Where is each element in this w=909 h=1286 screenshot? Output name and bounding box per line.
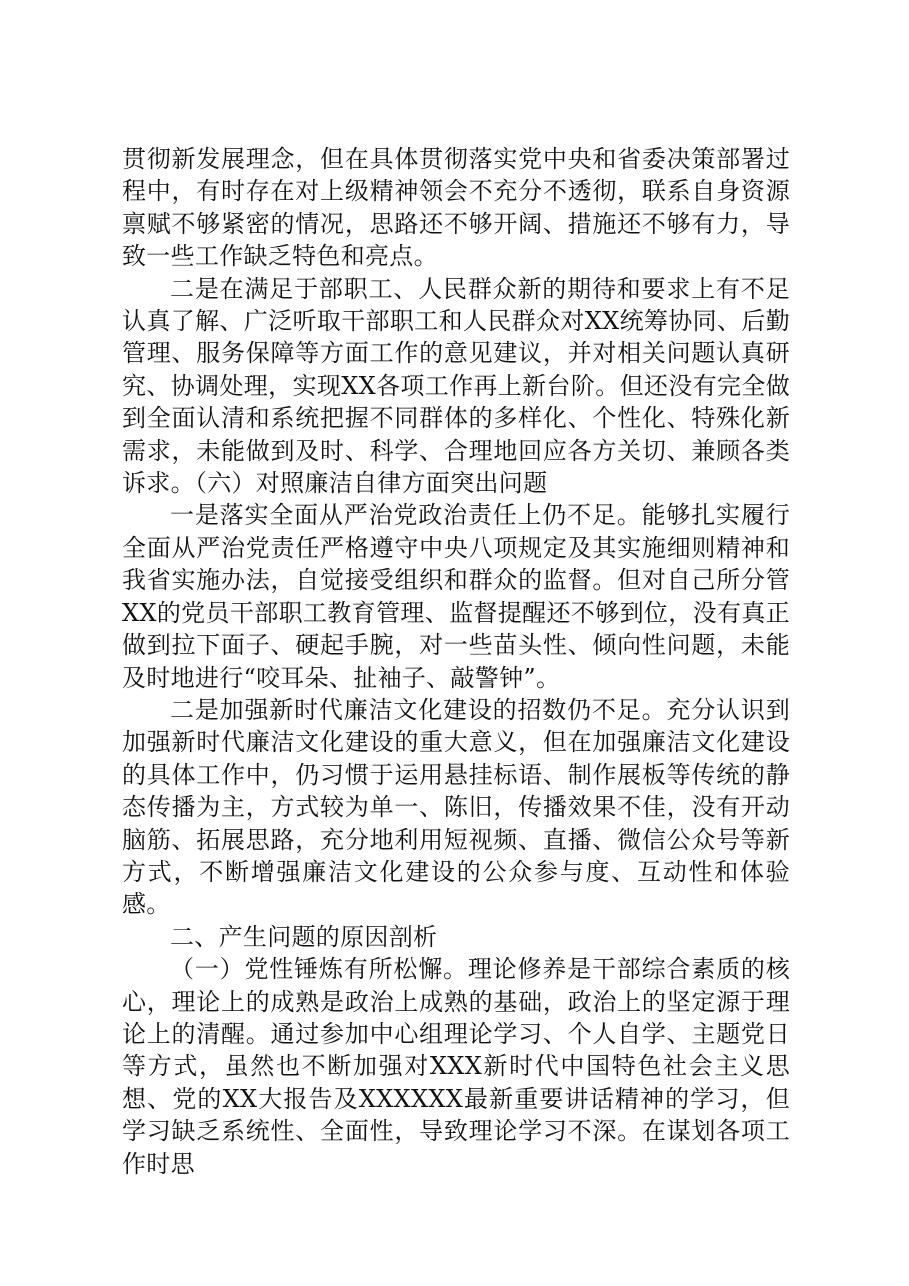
paragraph-continuation: 贯彻新发展理念，但在具体贯彻落实党中央和省委决策部署过程中，有时存在对上级精神领会不充分不透彻，联系自身资源禀赋不够紧密的情况，思路还不够开阔、措施还不够有力，导致一些工作缺乏特色和亮点。 xyxy=(122,145,790,271)
paragraph-party-spirit: （一）党性锤炼有所松懈。理论修养是干部综合素质的核心，理论上的成熟是政治上成熟的基础，政治上的坚定源于理论上的清醒。通过参加中心组理论学习、个人自学、主题党日等方式，虽然也不断加强对XXX新时代中国特色社会主义思想、党的XX大报告及XXXXXX最新重要讲话精神的学习，但学习缺乏系统性、全面性，导致理论学习不深。在谋划各项工作时思 xyxy=(122,955,790,1178)
section-heading-cause-analysis: 二、产生问题的原因剖析 xyxy=(170,922,438,951)
paragraph-integrity-culture: 二是加强新时代廉洁文化建设的招数仍不足。充分认识到加强新时代廉洁文化建设的重大意义，但在加强廉洁文化建设的具体工作中，仍习惯于运用悬挂标语、制作展板等传统的静态传播为主，方式较为单一、陈旧，传播效果不佳，没有开动脑筋、拓展思路，充分地利用短视频、直播、微信公众号等新方式，不断增强廉洁文化建设的公众参与度、互动性和体验感。 xyxy=(122,695,790,919)
paragraph-party-responsibility: 一是落实全面从严治党政治责任上仍不足。能够扎实履行全面从严治党责任严格遵守中央八项规定及其实施细则精神和我省实施办法，自觉接受组织和群众的监督。但对自己所分管XX的党员干部职工教育管理、监督提醒还不够到位，没有真正做到拉下面子、硬起手腕，对一些苗头性、倾向性问题，未能及时地进行“咬耳朵、扯袖子、敲警钟”。 xyxy=(122,501,790,692)
paragraph-masses-expectations: 二是在满足于部职工、人民群众新的期待和要求上有不足认真了解、广泛听取干部职工和人民群众对XX统筹协同、后勤管理、服务保障等方面工作的意见建议，并对相关问题认真研究、协调处理，实现XX各项工作再上新台阶。但还没有完全做到全面认清和系统把握不同群体的多样化、个性化、特殊化新需求，未能做到及时、科学、合理地回应各方关切、兼顾各类诉求。（六）对照廉洁自律方面突出问题 xyxy=(122,274,790,498)
document-body xyxy=(122,143,790,1180)
